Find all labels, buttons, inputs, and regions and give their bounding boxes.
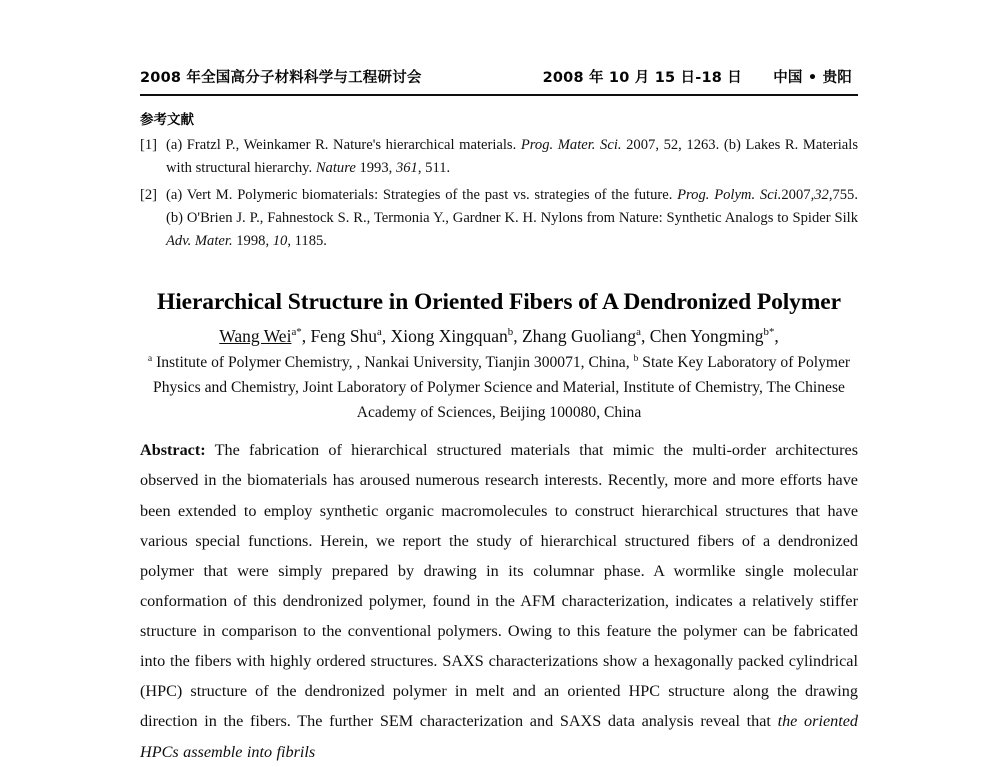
- reference-text: (a) Fratzl P., Weinkamer R. Nature's hierarchical materials. Prog. Mater. Sci. 2007, 52, 1263. (b) Lakes R. Materials with structural hierarchy. Nature 1993, 361, 511.: [166, 137, 858, 177]
- reference-text: (a) Vert M. Polymeric biomaterials: Strategies of the past vs. strategies of the future. Prog. Polym. Sci.2007,32,755. (b) O'Brien J. P., Fahnestock S. R., Termonia Y., Gardner K. H. Nylons from Nature: Synthetic Analogs to Spider Silk Adv. Mater. 1998, 10, 1185.: [166, 187, 858, 250]
- author-name: Feng Shu: [310, 326, 378, 347]
- author-name: Wang Wei: [219, 326, 292, 347]
- abstract-body: The fabrication of hierarchical structured materials that mimic the multi-order architectures observed in the biomaterials has aroused numerous research interests. Recently, more and more efforts have been extended to employ synthetic organic macromolecules to construct hierarchical structures that have various special functions. Herein, we report the study of hierarchical structured fibers of a dendronized polymer that were simply prepared by drawing in its columnar phase. A wormlike single molecular conformation of this dendronized polymer, found in the AFM characterization, indicates a relatively stiffer structure in comparison to the conventional polymers. Owing to this feature the polymer can be fabricated into the fibers with highly ordered structures. SAXS characterizations show a hexagonally packed cylindrical (HPC) structure of the dendronized polymer in melt and an oriented HPC structure along the drawing direction in the fibers. The further SEM characterization and SAXS data analysis reveal that: [140, 441, 859, 731]
- abstract-label: Abstract:: [140, 441, 206, 460]
- reference-number: [1]: [140, 137, 158, 153]
- abstract-section: [140, 435, 858, 766]
- author-affiliation-mark: a: [377, 326, 382, 339]
- author-affiliation-mark: b*: [763, 326, 775, 339]
- reference-item: [140, 184, 858, 253]
- running-header-conference-title: 2008 年全国高分子材料科学与工程研讨会: [140, 70, 422, 86]
- affiliation-mark-a: a: [147, 353, 153, 365]
- reference-item: [140, 134, 858, 180]
- running-header: [140, 0, 858, 87]
- paper-title: Hierarchical Structure in Oriented Fibers of A Dendronized Polymer: [157, 289, 841, 316]
- running-header-date: 2008 年 10 月 15 日-18 日: [542, 70, 742, 86]
- affiliation-text-b: State Key Laboratory of Polymer Physics and Chemistry, Joint Laboratory of Polymer Science and Material, Institute of Chemistry, The Chinese Academy of Sciences, Beijing 100080, China: [153, 354, 851, 422]
- author-affiliation-mark: a: [636, 326, 641, 339]
- author-affiliation-mark: b: [507, 326, 514, 339]
- author-name: Xiong Xingquan: [390, 326, 508, 347]
- running-header-venue: 中国 • 贵阳: [773, 70, 852, 86]
- affiliation-text-a: Institute of Polymer Chemistry, , Nankai University, Tianjin 300071, China,: [156, 354, 630, 372]
- references-heading: 参考文献: [140, 112, 194, 128]
- author-name: Chen Yongming: [649, 326, 764, 347]
- page-content: [140, 0, 858, 767]
- header-divider-rule: [140, 94, 858, 96]
- reference-number: [2]: [140, 187, 158, 204]
- affiliations: [140, 351, 858, 426]
- author-name: Zhang Guoliang: [521, 326, 637, 347]
- author-list: Wang Wei$^{a*}$, Feng Shu$^a$, Xiong Xingquan$^b$, Zhang Guoliang$^a$, Chen Yongming$^{b*}$,: [219, 326, 779, 347]
- author-affiliation-mark: a*: [291, 326, 302, 339]
- affiliation-mark-b: b: [633, 353, 639, 365]
- running-header-right: [543, 66, 858, 87]
- abstract-body-italic-tail: the oriented HPCs assemble into fibrils: [140, 712, 858, 761]
